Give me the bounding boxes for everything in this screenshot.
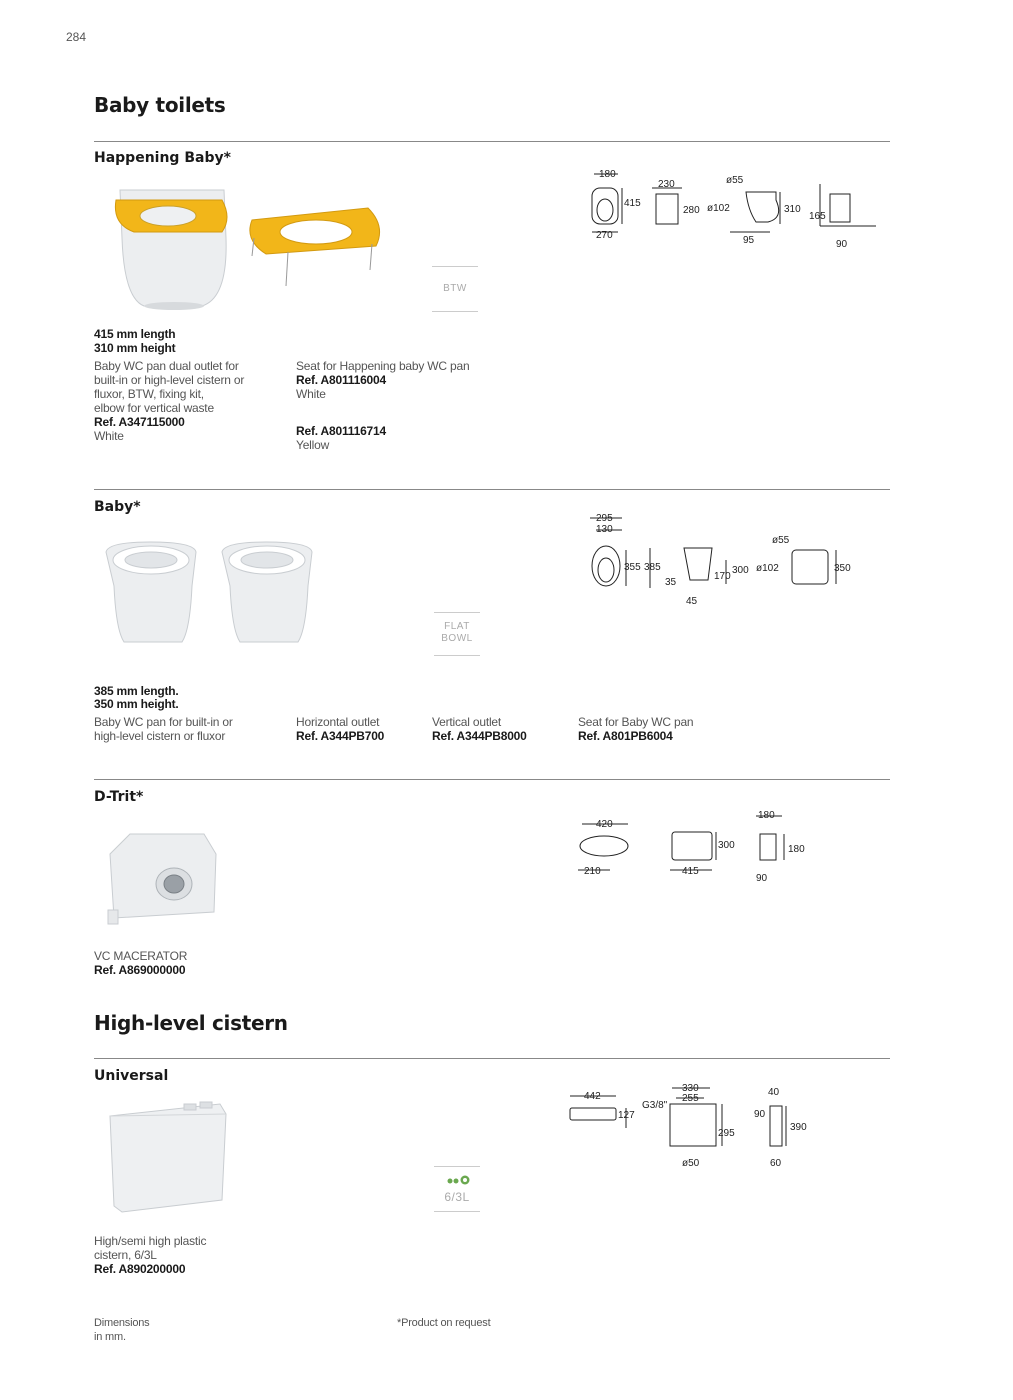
- dim-label: 130: [596, 524, 613, 535]
- dim-label: 300: [732, 565, 749, 576]
- spec-length: 385 mm length.: [94, 684, 179, 698]
- dim-label: 385: [644, 562, 661, 573]
- divider: [94, 1058, 890, 1059]
- dim-label: 40: [768, 1087, 780, 1098]
- dim-label: 280: [683, 205, 700, 216]
- d-trit-macerator-photo: [100, 820, 220, 932]
- color-label: Yellow: [296, 438, 330, 452]
- dim-label: 210: [584, 866, 601, 877]
- reference-number: Ref. A801116004: [296, 373, 386, 387]
- badge-line: BOWL: [441, 633, 473, 644]
- footer-product-on-request: *Product on request: [397, 1317, 491, 1329]
- dim-label: 270: [596, 230, 613, 241]
- variant-label: Seat for Baby WC pan: [578, 715, 694, 729]
- dim-label: 90: [836, 239, 848, 250]
- happening-baby-photo: [104, 178, 404, 318]
- color-label: White: [296, 387, 326, 401]
- dim-label: 442: [584, 1091, 601, 1102]
- reference-number: Ref. A869000000: [94, 963, 186, 977]
- baby-dimension-drawing: [576, 510, 866, 610]
- dim-label: 355: [624, 562, 641, 573]
- dim-label: 127: [618, 1110, 635, 1121]
- section-title-baby-toilets: Baby toilets: [94, 93, 226, 117]
- variant-label: Horizontal outlet: [296, 715, 380, 729]
- dim-label: ø55: [772, 535, 790, 546]
- universal-dimension-drawing: [564, 1080, 824, 1170]
- dim-label: 180: [758, 810, 775, 821]
- happening-pan-description: [94, 359, 284, 443]
- flush-volume-label: 6/3L: [444, 1190, 470, 1204]
- spec-height: 310 mm height: [94, 341, 176, 355]
- dim-label: 165: [809, 211, 826, 222]
- divider: [94, 489, 890, 490]
- dim-label: 45: [686, 596, 698, 607]
- dim-label: 60: [770, 1158, 782, 1169]
- desc-line: Baby WC pan for built-in or: [94, 715, 233, 729]
- desc-line: cistern, 6/3L: [94, 1248, 157, 1262]
- dim-label: 90: [754, 1109, 766, 1120]
- dim-label: 255: [682, 1093, 699, 1104]
- spec-height: 350 mm height.: [94, 697, 179, 711]
- universal-description: [94, 1234, 206, 1276]
- baby-horizontal-outlet: [296, 715, 384, 743]
- reference-number: Ref. A801116714: [296, 424, 386, 438]
- feature-badge-dual-flush: [434, 1166, 480, 1212]
- universal-cistern-photo: [104, 1100, 234, 1216]
- footer-line: Dimensions: [94, 1317, 150, 1329]
- baby-pan-description: [94, 715, 284, 743]
- desc-line: elbow for vertical waste: [94, 401, 214, 415]
- dim-label: 350: [834, 563, 851, 574]
- dim-label: 95: [743, 235, 755, 246]
- baby-toilet-photo: [100, 538, 320, 656]
- dim-label: 415: [682, 866, 699, 877]
- baby-seat: [578, 715, 693, 743]
- divider: [94, 779, 890, 780]
- feature-badge-flat-bowl: [434, 612, 480, 656]
- product-title-baby: Baby*: [94, 499, 141, 515]
- dim-label: ø50: [682, 1158, 700, 1169]
- desc-line: High/semi high plastic: [94, 1234, 207, 1248]
- dim-label: ø102: [756, 563, 779, 574]
- happening-baby-dimension-drawing: [580, 166, 880, 256]
- product-title-d-trit: D-Trit*: [94, 789, 144, 805]
- section-title-high-level-cistern: High-level cistern: [94, 1011, 288, 1035]
- dim-label: 390: [790, 1122, 807, 1133]
- dim-label: 415: [624, 198, 641, 209]
- reference-number: Ref. A344PB700: [296, 729, 385, 743]
- dim-label: 310: [784, 204, 801, 215]
- d-trit-description: [94, 949, 187, 977]
- dim-label: 170: [714, 571, 731, 582]
- desc-line: high-level cistern or fluxor: [94, 729, 226, 743]
- dim-label: 35: [665, 577, 677, 588]
- baby-vertical-outlet: [432, 715, 527, 743]
- dim-label: 90: [756, 873, 768, 884]
- desc-line: Seat for Happening baby WC pan: [296, 359, 470, 373]
- desc-line: built-in or high-level cistern or: [94, 373, 245, 387]
- dim-label: 420: [596, 819, 613, 830]
- dim-label: G3/8": [642, 1100, 668, 1111]
- footer-dimensions-note: [94, 1316, 149, 1344]
- footer-line: in mm.: [94, 1331, 126, 1343]
- desc-line: fluxor, BTW, fixing kit,: [94, 387, 204, 401]
- dim-label: ø102: [707, 203, 730, 214]
- dim-label: 230: [658, 179, 675, 190]
- dim-label: 300: [718, 840, 735, 851]
- dim-label: 180: [788, 844, 805, 855]
- product-title-happening-baby: Happening Baby*: [94, 150, 231, 166]
- dim-label: 295: [596, 513, 613, 524]
- d-trit-dimension-drawing: [574, 806, 814, 886]
- page-number: 284: [66, 30, 87, 44]
- water-drops-icon: [442, 1173, 472, 1187]
- dim-label: 295: [718, 1128, 735, 1139]
- dim-label: 180: [599, 169, 616, 180]
- reference-number: Ref. A890200000: [94, 1262, 186, 1276]
- reference-number: Ref. A344PB8000: [432, 729, 527, 743]
- reference-number: Ref. A347115000: [94, 415, 185, 429]
- color-label: White: [94, 429, 124, 443]
- product-title-universal: Universal: [94, 1068, 169, 1084]
- variant-label: Vertical outlet: [432, 715, 502, 729]
- feature-badge-btw: BTW: [432, 266, 478, 312]
- dim-label: ø55: [726, 175, 744, 186]
- spec-length: 415 mm length: [94, 327, 176, 341]
- reference-number: Ref. A801PB6004: [578, 729, 673, 743]
- divider: [94, 141, 890, 142]
- happening-seat-description: [296, 359, 496, 452]
- dim-label: 330: [682, 1083, 699, 1094]
- badge-line: FLAT: [444, 621, 470, 632]
- desc-line: Baby WC pan dual outlet for: [94, 359, 239, 373]
- desc-line: VC MACERATOR: [94, 949, 188, 963]
